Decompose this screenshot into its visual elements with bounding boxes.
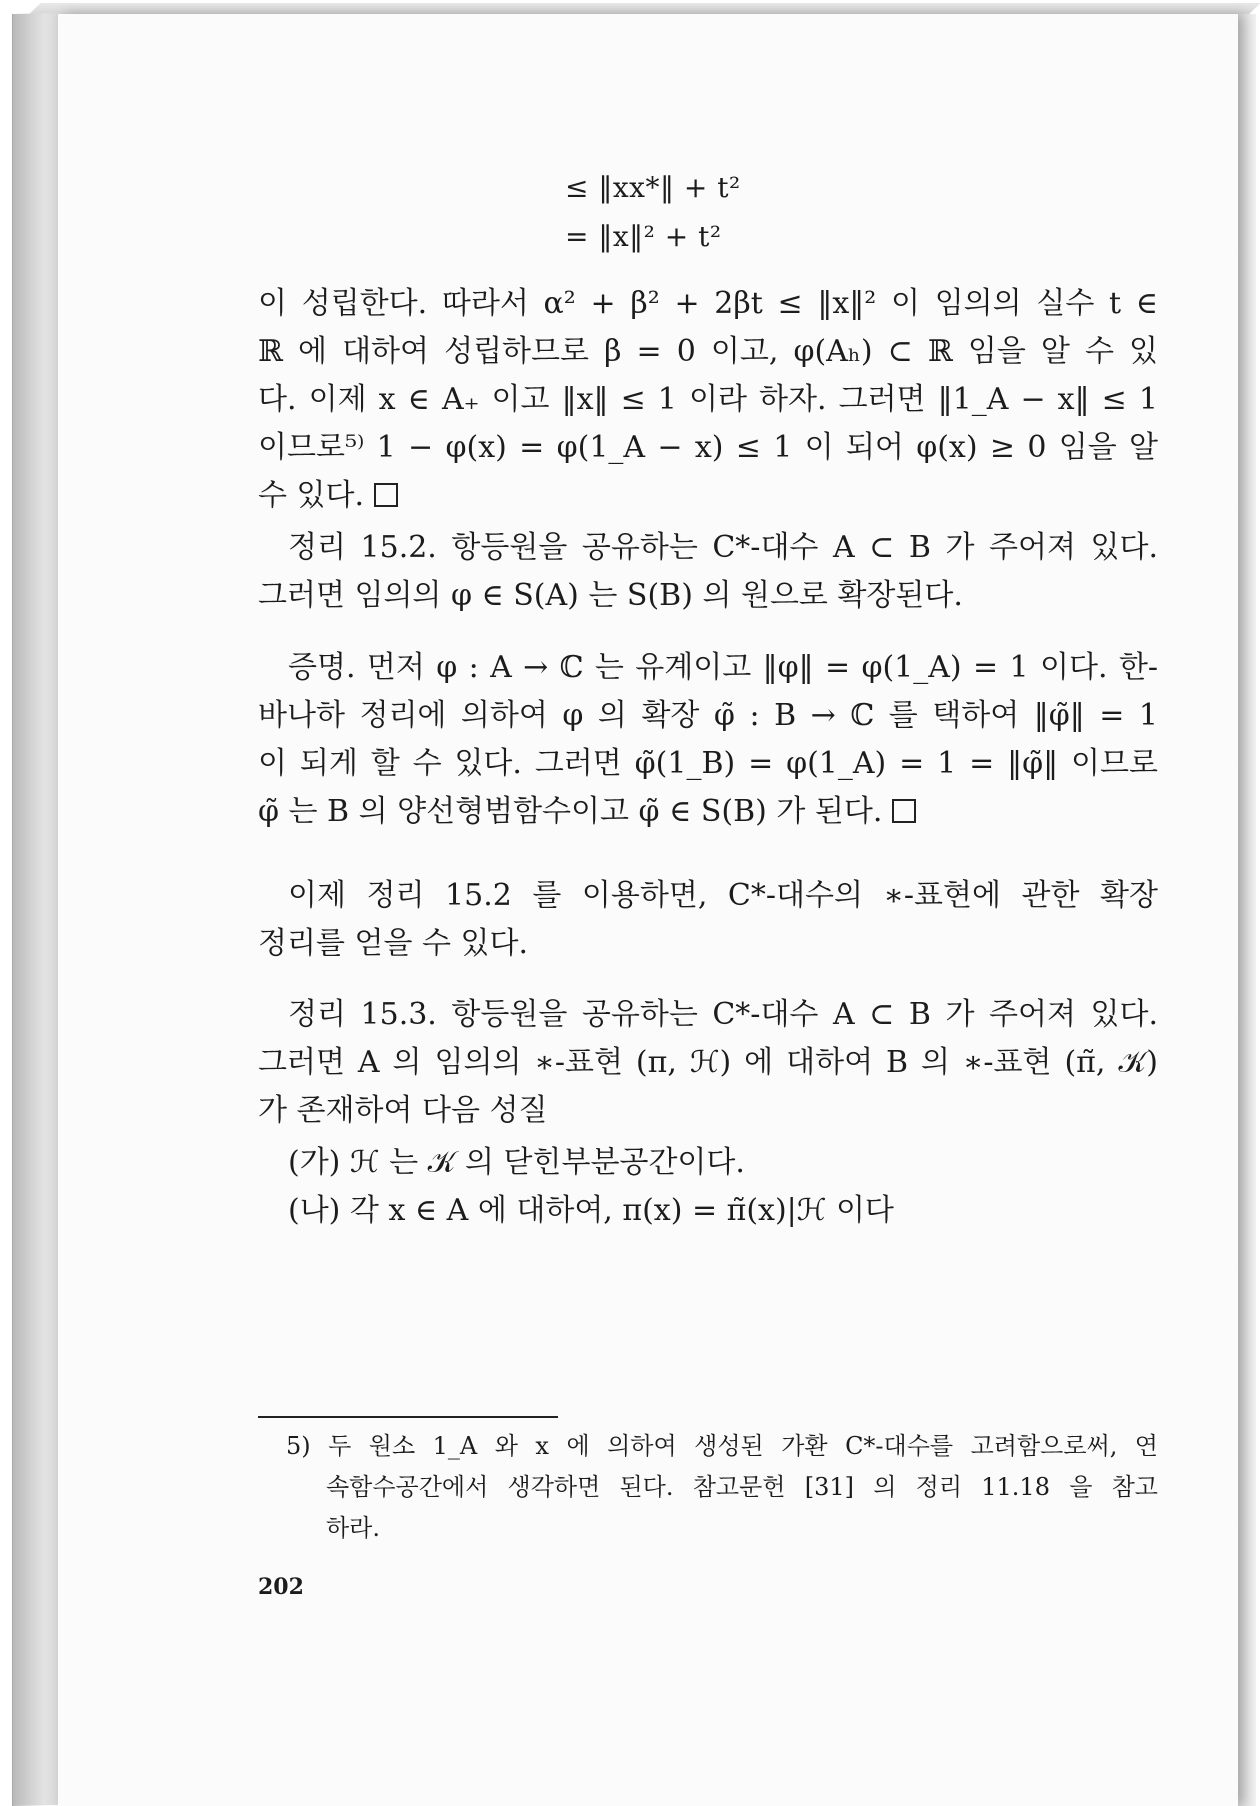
footnote-line: 5) 두 원소 1_A 와 x 에 의하여 생성된 가환 C*-대수를 고려함으로써, 연 — [286, 1432, 1158, 1460]
property-item: (가) ℋ 는 𝒦 의 닫힌부분공간이다. — [288, 1145, 745, 1180]
footnote-line: 하라. — [326, 1514, 380, 1542]
theorem-15-3 — [258, 991, 1158, 1135]
theorem-heading-line: 정리 15.3. 항등원을 공유하는 C*-대수 A ⊂ B 가 주어져 있다. — [288, 997, 1158, 1032]
text-line: 정리를 얻을 수 있다. — [258, 926, 528, 961]
text-line-last — [258, 472, 1158, 520]
text-line: 다. 이제 x ∈ A₊ 이고 ‖x‖ ≤ 1 이라 하자. 그러면 ‖1_A − x‖ ≤ 1 — [258, 382, 1158, 417]
text-line: 그러면 임의의 φ ∈ S(A) 는 S(B) 의 원으로 확장된다. — [258, 578, 963, 613]
property-item: (나) 각 x ∈ A 에 대하여, π(x) = π̃(x)|ℋ 이다 — [288, 1193, 894, 1228]
text-line-last — [258, 788, 1158, 836]
qed-square-icon — [892, 799, 916, 823]
theorem-heading-line: 정리 15.2. 항등원을 공유하는 C*-대수 A ⊂ B 가 주어져 있다. — [288, 530, 1158, 565]
footnote-divider — [258, 1416, 558, 1418]
footnote — [286, 1426, 1158, 1549]
theorem-15-2 — [258, 524, 1158, 620]
text-line: 수 있다. — [258, 478, 365, 513]
property-list — [258, 1139, 1158, 1235]
text-line: ℝ 에 대하여 성립하므로 β = 0 이고, φ(Aₕ) ⊂ ℝ 임을 알 수 있 — [258, 334, 1158, 369]
equation-line-1: ≤ ‖xx*‖ + t² — [565, 171, 741, 204]
text-line: 이 성립한다. 따라서 α² + β² + 2βt ≤ ‖x‖² 이 임의의 실수 t ∈ — [258, 286, 1158, 321]
text-line: 이므로⁵⁾ 1 − φ(x) = φ(1_A − x) ≤ 1 이 되어 φ(x) ≥ 0 임을 알 — [258, 430, 1158, 465]
paragraph-proof-end — [258, 280, 1158, 520]
text-line: φ̃ 는 B 의 양선형범함수이고 φ̃ ∈ S(B) 가 된다. — [258, 794, 883, 829]
book-page — [58, 14, 1238, 1806]
text-line: 그러면 A 의 임의의 ∗-표현 (π, ℋ) 에 대하여 B 의 ∗-표현 (π̃, 𝒦) — [258, 1045, 1158, 1080]
text-line: 가 존재하여 다음 성질 — [258, 1093, 548, 1128]
proof-paragraph — [258, 644, 1158, 836]
paragraph-extension — [258, 872, 1158, 968]
page-number: 202 — [258, 1574, 304, 1600]
text-line: 이 되게 할 수 있다. 그러면 φ̃(1_B) = φ(1_A) = 1 = ‖φ̃‖ 이므로 — [258, 746, 1158, 781]
page-stack-edge — [1238, 14, 1256, 1806]
text-line: 이제 정리 15.2 를 이용하면, C*-대수의 ∗-표현에 관한 확장 — [288, 878, 1158, 913]
footnote-line: 속함수공간에서 생각하면 된다. 참고문헌 [31] 의 정리 11.18 을 참고 — [326, 1473, 1158, 1501]
proof-heading-line: 증명. 먼저 φ : A → ℂ 는 유계이고 ‖φ‖ = φ(1_A) = 1 이다. 한- — [288, 650, 1158, 685]
equation-line-2: = ‖x‖² + t² — [565, 220, 722, 253]
text-line: 바나하 정리에 의하여 φ 의 확장 φ̃ : B → ℂ 를 택하여 ‖φ̃‖ = 1 — [258, 698, 1158, 733]
qed-square-icon — [374, 483, 398, 507]
